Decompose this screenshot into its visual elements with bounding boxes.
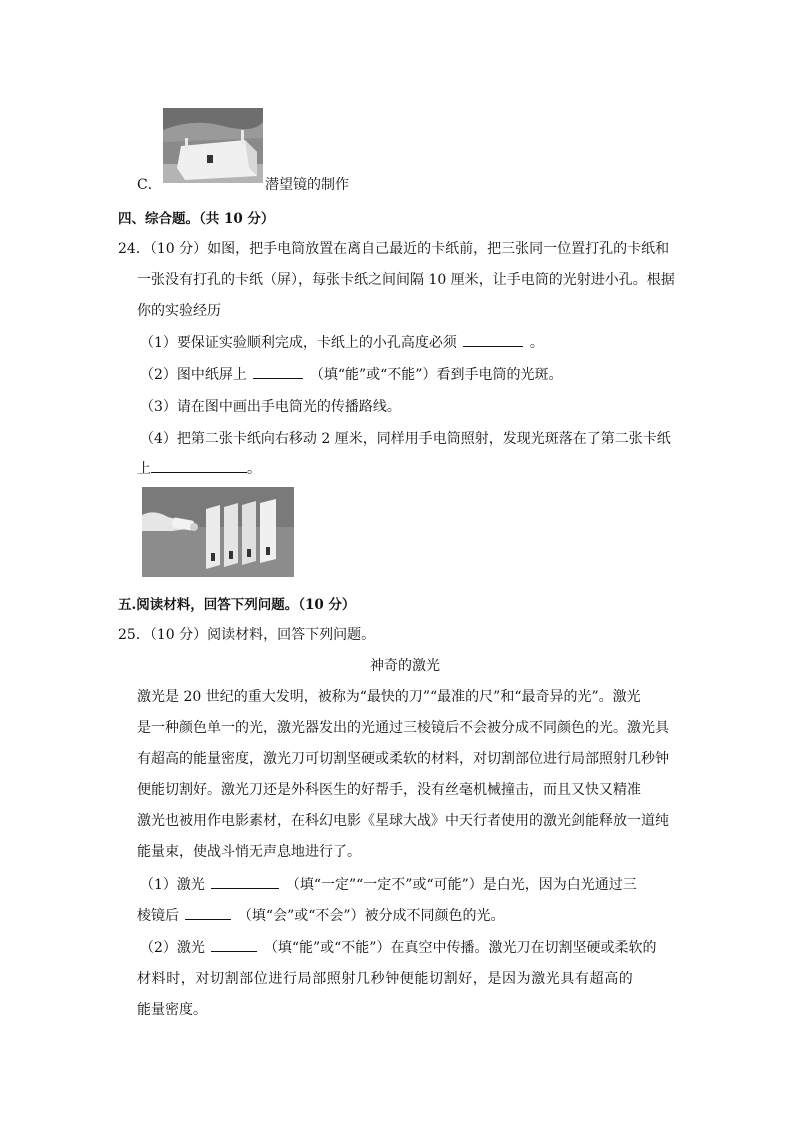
periscope-image bbox=[163, 108, 263, 183]
q24-sub1-blank[interactable] bbox=[463, 332, 523, 347]
q25-p1-line2: 是一种颜色单一的光，激光器发出的光通过三棱镜后不会被分成不同颜色的光。激光具 bbox=[137, 720, 669, 736]
q25-p1-line3: 有超高的能量密度，激光刀可切割坚硬或柔软的材料，对切割部位进行局部照射几秒钟 bbox=[137, 751, 669, 767]
q24-sub2-end: （填“能”或“不能”）看到手电筒的光斑。 bbox=[309, 367, 563, 383]
q24-stem-line2: 一张没有打孔的卡纸（屏），每张卡纸之间间隔 10 厘米，让手电筒的光射进小孔。根据 bbox=[137, 272, 675, 288]
periscope-photo bbox=[163, 108, 263, 183]
q24-sub3: （3）请在图中画出手电筒光的传播路线。 bbox=[140, 399, 401, 415]
q24-sub2 bbox=[140, 364, 562, 384]
q25-sub2-line3: 能量密度。 bbox=[137, 1002, 207, 1018]
q25-sub2-cont: （填“能”或“不能”）在真空中传播。激光刀在切割坚硬或柔软的 bbox=[263, 940, 657, 956]
q25-sub1-l2-text: 棱镜后 bbox=[137, 908, 179, 924]
q25-sub1-l2-cont: （填“会”或“不会”）被分成不同颜色的光。 bbox=[237, 908, 505, 924]
q25-sub1-line1 bbox=[140, 874, 637, 894]
q24-sub4-text: 上 bbox=[137, 461, 151, 477]
q24-sub1 bbox=[140, 332, 544, 352]
q24-sub4-blank[interactable] bbox=[151, 458, 247, 473]
q25-p2-line2: 能量束，使战斗悄无声息地进行了。 bbox=[137, 844, 361, 860]
section-4-title: 四、综合题。（共 10 分） bbox=[118, 211, 275, 227]
q24-sub1-end: 。 bbox=[529, 335, 544, 351]
flashlight-cards-image bbox=[142, 487, 294, 577]
flashlight-experiment-photo bbox=[142, 487, 294, 577]
q24-sub4-end: 。 bbox=[247, 461, 261, 477]
q25-sub1-cont: （填“一定”“一定不”或“可能”）是白光，因为白光通过三 bbox=[285, 877, 637, 893]
q24-stem-line3: 你的实验经历 bbox=[137, 303, 221, 319]
q25-sub2-text: （2）激光 bbox=[140, 940, 205, 956]
q25-passage-title: 神奇的激光 bbox=[370, 658, 440, 674]
section-5-title: 五.阅读材料，回答下列问题。（10 分） bbox=[118, 597, 356, 613]
q25-p2-line1: 激光也被用作电影素材，在科幻电影《星球大战》中天行者使用的激光剑能释放一道纯 bbox=[137, 813, 669, 829]
q24-sub2-blank[interactable] bbox=[253, 364, 303, 379]
q24-sub4-line1: （4）把第二张卡纸向右移动 2 厘米，同样用手电筒照射，发现光斑落在了第二张卡纸 bbox=[140, 431, 671, 447]
q25-sub2-line2: 材料时，对切割部位进行局部照射几秒钟便能切割好，是因为激光具有超高的 bbox=[137, 971, 634, 987]
q25-p1-line1: 激光是 20 世纪的重大发明，被称为“最快的刀”“最准的尺”和“最奇异的光”。激光 bbox=[137, 689, 641, 705]
q25-sub1-blank[interactable] bbox=[211, 874, 279, 889]
q25-p1-line4: 便能切割好。激光刀还是外科医生的好帮手，没有丝毫机械撞击，而且又快又精准 bbox=[137, 782, 641, 798]
q25-sub1-line2 bbox=[137, 905, 505, 925]
q24-sub4-line2 bbox=[137, 458, 261, 478]
q25-sub2-line1 bbox=[140, 937, 656, 957]
q25-sub1-text: （1）激光 bbox=[140, 877, 205, 893]
q25-stem: 25．（10 分）阅读材料，回答下列问题。 bbox=[118, 627, 376, 643]
option-c-caption: 潜望镜的制作 bbox=[265, 177, 349, 193]
q25-sub1-blank2[interactable] bbox=[185, 905, 231, 920]
q24-sub1-text: （1）要保证实验顺利完成，卡纸上的小孔高度必须 bbox=[140, 335, 457, 351]
option-c-label: C． bbox=[137, 177, 162, 193]
q24-stem-line1: 24．（10 分）如图，把手电筒放置在离自己最近的卡纸前，把三张同一位置打孔的卡纸和 bbox=[118, 241, 670, 257]
q24-sub2-text: （2）图中纸屏上 bbox=[140, 367, 247, 383]
q25-sub2-blank[interactable] bbox=[211, 937, 257, 952]
